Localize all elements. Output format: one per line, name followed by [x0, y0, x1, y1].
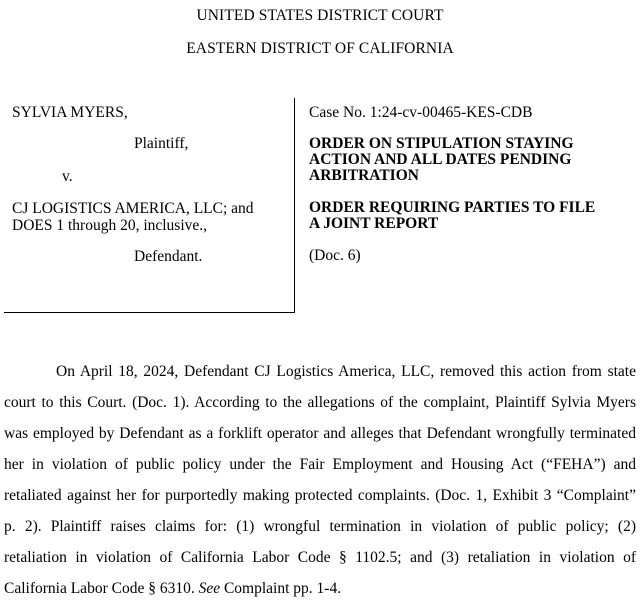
doc-reference: (Doc. 6)	[309, 247, 361, 264]
defendant-name-line1: CJ LOGISTICS AMERICA, LLC; and	[12, 200, 254, 217]
paragraph-line: court to this Court. (Doc. 1). According to the allegations of the complaint, Plaintiff Sylvia Myers	[4, 394, 636, 411]
order-title-stay	[309, 136, 629, 184]
paragraph-line-last: California Labor Code § 6310. See Complaint pp. 1-4.	[4, 580, 342, 597]
paragraph-line: was employed by Defendant as a forklift operator and alleges that Defendant wrongfully terminated	[4, 425, 636, 442]
defendant-name-line2: DOES 1 through 20, inclusive.,	[12, 217, 208, 234]
paragraph-line: her in violation of public policy under the Fair Employment and Housing Act (“FEHA”) and	[4, 456, 636, 473]
caption-divider-vertical	[294, 98, 295, 313]
body-paragraph	[4, 356, 636, 604]
paragraph-line: retaliation in violation of California Labor Code § 1102.5; and (3) retaliation in violation of	[4, 549, 636, 566]
order-title-joint-report-line: ORDER REQUIRING PARTIES TO FILE	[309, 199, 596, 216]
order-title-stay-line: ORDER ON STIPULATION STAYING	[309, 135, 574, 152]
paragraph-line: p. 2). Plaintiff raises claims for: (1) wrongful termination in violation of public policy; (2)	[4, 518, 636, 535]
versus: v.	[62, 168, 73, 185]
case-number: Case No. 1:24-cv-00465-KES-CDB	[309, 104, 533, 121]
order-title-joint-report	[309, 200, 629, 232]
caption-divider-horizontal	[4, 312, 295, 313]
court-district: EASTERN DISTRICT OF CALIFORNIA	[186, 40, 454, 57]
order-title-joint-report-line: A JOINT REPORT	[309, 215, 439, 232]
see-signal: See	[198, 580, 221, 597]
plaintiff-role: Plaintiff,	[134, 135, 189, 152]
paragraph-line: On April 18, 2024, Defendant CJ Logistics America, LLC, removed this action from state	[56, 363, 636, 380]
court-name: UNITED STATES DISTRICT COURT	[196, 7, 444, 24]
paragraph-line: retaliated against her for purportedly making protected complaints. (Doc. 1, Exhibit 3 “Complaint”	[4, 487, 636, 504]
order-title-stay-line: ACTION AND ALL DATES PENDING	[309, 151, 572, 168]
plaintiff-name: SYLVIA MYERS,	[12, 104, 128, 121]
defendant-role: Defendant.	[134, 248, 203, 265]
order-title-stay-line: ARBITRATION	[309, 167, 419, 184]
